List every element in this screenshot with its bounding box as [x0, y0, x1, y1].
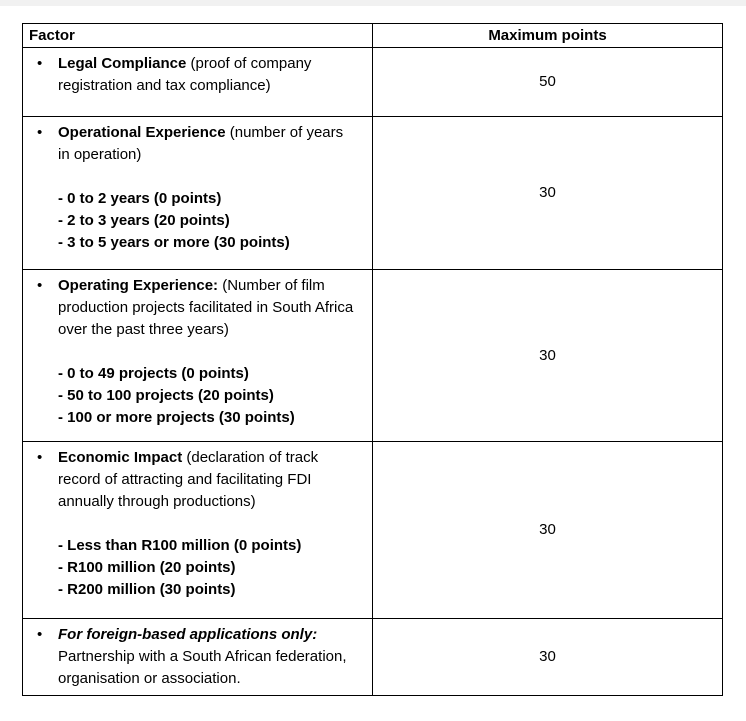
factor-sub-items: [58, 363, 362, 429]
factor-main: [37, 275, 362, 341]
table-header-row: [23, 24, 722, 47]
bullet-icon: •: [37, 55, 43, 72]
factor-cell: [23, 48, 373, 116]
points-value: 30: [539, 521, 556, 538]
factor-title: Operating Experience:: [58, 277, 219, 294]
factor-text: [58, 624, 358, 690]
factor-main: [37, 122, 362, 166]
table-row-economic-impact: [23, 441, 722, 618]
points-value: 30: [539, 184, 556, 201]
factor-cell: [23, 619, 373, 695]
factor-description: (Number of film production projects facilitated in South Africa over the past three years): [58, 277, 354, 338]
factor-text: [58, 447, 358, 513]
factor-sub-item: - 50 to 100 projects (20 points): [58, 387, 274, 404]
column-header-factor: Factor: [23, 24, 373, 47]
screen-top-edge: [0, 0, 746, 6]
factor-description: (declaration of track record of attracting and facilitating FDI annually through productions): [58, 449, 319, 510]
column-header-maximum-points: Maximum points: [488, 26, 607, 44]
factor-cell: [23, 442, 373, 618]
factor-description: (proof of company registration and tax compliance): [58, 55, 312, 94]
table-row-foreign-based-applications: [23, 618, 722, 695]
factor-text: [58, 122, 358, 166]
factor-sub-item: - 100 or more projects (30 points): [58, 409, 295, 426]
factor-sub-item: - R100 million (20 points): [58, 559, 236, 576]
factor-description: Partnership with a South African federation, organisation or association.: [58, 648, 347, 687]
factor-cell: [23, 117, 373, 269]
factor-cell: [23, 270, 373, 441]
factor-sub-item: - Less than R100 million (0 points): [58, 537, 302, 554]
factor-sub-item: - 0 to 2 years (0 points): [58, 190, 222, 207]
factor-sub-items: [58, 535, 362, 601]
points-value: 30: [539, 648, 556, 665]
factor-title: Operational Experience: [58, 124, 226, 141]
factor-main: [37, 447, 362, 513]
factor-sub-item: - 3 to 5 years or more (30 points): [58, 234, 290, 251]
factor-title: Legal Compliance: [58, 55, 187, 72]
points-value: 30: [539, 346, 556, 364]
bullet-icon: •: [37, 449, 43, 466]
points-value: 50: [539, 73, 556, 90]
factor-main: [37, 53, 362, 97]
scoring-table: [22, 23, 723, 696]
factor-sub-item: - 2 to 3 years (20 points): [58, 212, 230, 229]
factor-text: [58, 275, 358, 341]
factor-title: For foreign-based applications only:: [58, 626, 318, 643]
bullet-icon: •: [37, 277, 43, 294]
bullet-icon: •: [37, 124, 43, 141]
factor-description: (number of years in operation): [58, 124, 344, 163]
factor-main: [37, 624, 362, 690]
factor-sub-item: - R200 million (30 points): [58, 581, 236, 598]
factor-text: [58, 53, 358, 97]
factor-title: Economic Impact: [58, 449, 183, 466]
factor-sub-items: [58, 188, 362, 254]
bullet-icon: •: [37, 626, 43, 643]
table-row-operating-experience: [23, 269, 722, 441]
factor-sub-item: - 0 to 49 projects (0 points): [58, 365, 249, 382]
table-row-operational-experience: [23, 116, 722, 269]
table-row-legal-compliance: [23, 47, 722, 116]
